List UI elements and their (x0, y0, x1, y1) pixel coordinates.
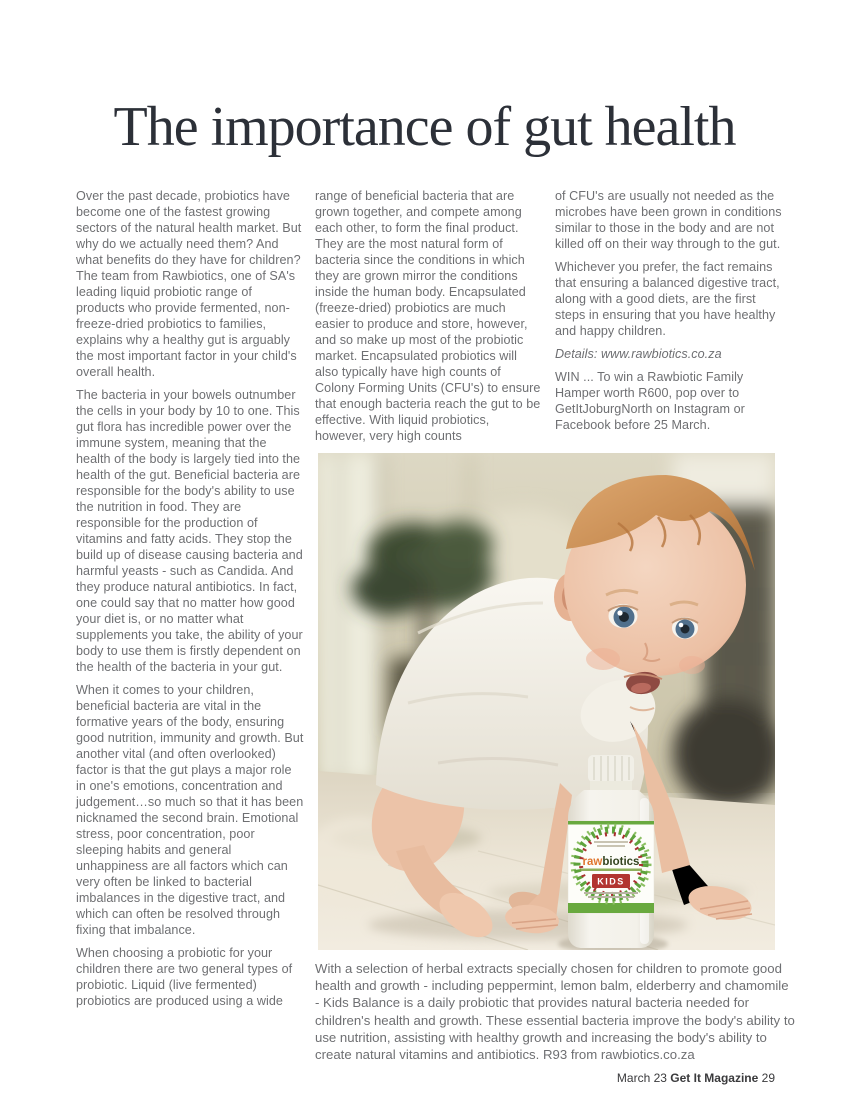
paragraph: When it comes to your children, beneficial bacteria are vital in the formative years of the body, ensuring good nutrition, immunity and growth. But another vital (and often overlooked) factor is that the gut plays a major role in one's emotions, concentration and judgement…so much so that it has been nicknamed the second brain. Emotional stress, poor concentration, poor sleeping habits and general unhappiness are all factors which can very often be linked to bacterial imbalances in the digestive tract, and which can often be resolved through fixing that imbalance. (76, 683, 304, 937)
paragraph: Whichever you prefer, the fact remains that ensuring a balanced digestive tract, along with a good diets, are the first steps in ensuring that you have healthy and happy children. (555, 260, 780, 338)
kids-badge-text: KIDS (597, 876, 625, 887)
bottle-cap (588, 755, 634, 790)
article-column-1 (76, 188, 304, 1016)
bottle-label (568, 821, 654, 913)
win-promo-text: WIN ... To win a Rawbiotic Family Hamper worth R600, pop over to GetItJoburgNorth on Instagram or Facebook before 25 March. (555, 370, 745, 432)
baby-photo (318, 453, 775, 950)
paragraph: Over the past decade, probiotics have become one of the fastest growing sectors of the natural health market. But why do we actually need them? And what benefits do they have for children? The team from Rawbiotics, one of SA's leading liquid probiotic range of products who provide fermented, non-freeze-dried probiotics to families, explains why a healthy gut is arguably the most important factor in your child's overall health. (76, 189, 302, 379)
page-title: The importance of gut health (113, 96, 736, 158)
photo-caption: With a selection of herbal extracts specially chosen for children to promote good health and growth - including peppermint, lemon balm, elderberry and chamomile - Kids Balance is a daily probiotic that provides natural bacteria needed for children's health and growth. These essential bacteria improve the body's ability to use nutrition, assisting with healthy growth and increasing the body's ability to create natural vitamins and antibiotics. R93 from rawbiotics.co.za (315, 961, 795, 1063)
footer-page-number: 29 (761, 1071, 775, 1085)
bottle-kids-badge (592, 874, 630, 888)
paragraph: range of beneficial bacteria that are grown together, and compete among each other, to form the final product. They are the most natural form of bacteria since the conditions in which they are grown mirror the conditions inside the human body. Encapsulated (freeze-dried) probiotics are much easier to produce and store, however, and so make up most of the probiotic market. Encapsulated probiotics will also typically have high counts of Colony Forming Units (CFU's) to ensure that enough bacteria reach the gut to be effective. With liquid probiotics, however, very high counts (315, 189, 541, 443)
brand-raw-text: raw (582, 856, 603, 868)
article-column-2 (315, 188, 543, 451)
paragraph: of CFU's are usually not needed as the microbes have been grown in conditions similar to those in the body and are not killed off on their way through to the gut. (555, 189, 782, 251)
baby-photo-illustration (318, 453, 775, 950)
bottle-brand-text (583, 856, 640, 868)
paragraph: The bacteria in your bowels outnumber the cells in your body by 10 to one. This gut flora has incredible power over the immune system, meaning that the health of the body is largely tied into the health of the gut. Beneficial bacteria are responsible for the body's ability to use the nutrition in food. They are responsible for the production of vitamins and fatty acids. They stop the build up of disease causing bacteria and harmful yeasts - such as Candida. And they produce natural antibiotics. In fact, one could say that no matter how good your diet is, or no matter what supplements you take, the ability of your body to use them is firstly dependent on the health of the bacteria in your gut. (76, 388, 303, 674)
article-column-3 (555, 188, 788, 440)
details-link-text: Details: www.rawbiotics.co.za (555, 347, 722, 361)
paragraph: When choosing a probiotic for your children there are two general types of probiotic. Liquid (live fermented) probiotics are produced using a wide (76, 946, 293, 1008)
footer-magazine-name: Get It Magazine (670, 1071, 759, 1085)
brand-biotics-text: biotics (602, 856, 640, 868)
footer-issue: March 23 (616, 1071, 667, 1085)
page-footer (617, 1071, 775, 1085)
